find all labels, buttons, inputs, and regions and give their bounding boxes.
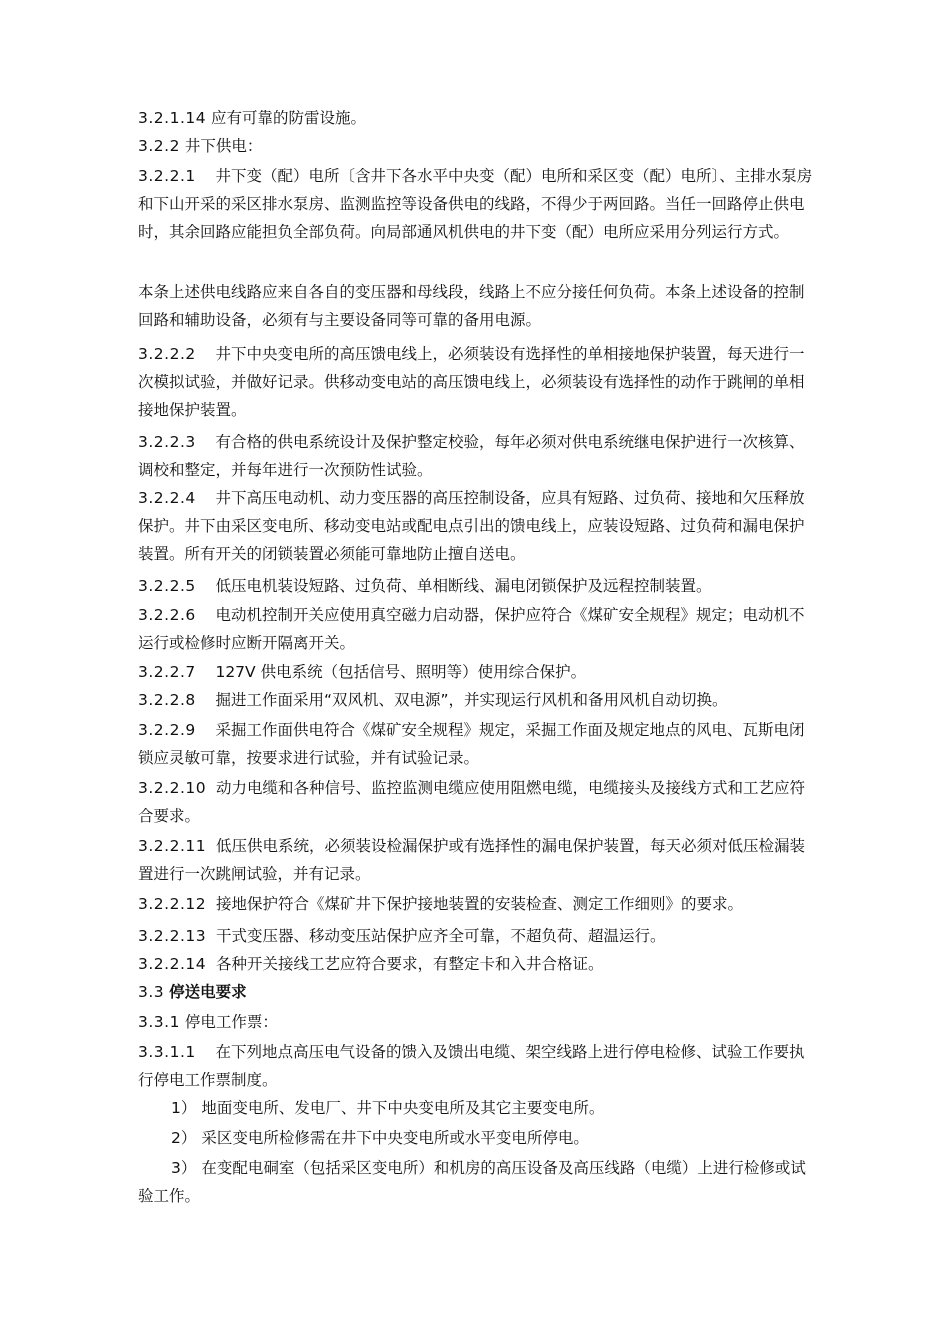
clause-text: 接地保护符合《煤矿井下保护接地装置的安装检查、测定工作细则》的要求。 [215, 895, 743, 913]
clause-number: 3.2.2.5 [138, 577, 196, 595]
clause-3-2-2-11 [138, 832, 818, 888]
clause-text: 有合格的供电系统设计及保护整定校验，每年必须对供电系统继电保护进行一次核算、调校和整定，并每年进行一次预防性试验。 [138, 433, 805, 479]
clause-text: 采掘工作面供电符合《煤矿安全规程》规定，采掘工作面及规定地点的风电、瓦斯电闭锁应灵敏可靠，按要求进行试验，并有试验记录。 [138, 721, 805, 767]
clause-number: 3.2.2.3 [138, 433, 196, 451]
clause-number: 3.2.2.6 [138, 606, 196, 624]
section-3-3-1 [138, 1008, 818, 1036]
section-title: 停送电要求 [169, 983, 247, 1001]
clause-3-2-2-13 [138, 922, 818, 950]
section-3-2-2 [138, 132, 818, 160]
section-3-3-heading [138, 978, 818, 1006]
clause-number: 3.3.1 [138, 1013, 180, 1031]
clause-3-2-1-14 [138, 104, 818, 132]
list-marker: 1） [171, 1099, 197, 1117]
clause-text: 停电工作票： [184, 1013, 278, 1031]
clause-text: 在下列地点高压电气设备的馈入及馈出电缆、架空线路上进行停电检修、试验工作要执行停电工作票制度。 [138, 1043, 805, 1089]
clause-number: 3.2.2.10 [138, 779, 207, 797]
list-item-text: 采区变电所检修需在井下中央变电所或水平变电所停电。 [201, 1129, 589, 1147]
clause-number: 3.2.2.2 [138, 345, 196, 363]
clause-3-2-2-4 [138, 484, 818, 568]
list-item-text: 地面变电所、发电厂、井下中央变电所及其它主要变电所。 [201, 1099, 605, 1117]
clause-text: 电动机控制开关应使用真空磁力启动器，保护应符合《煤矿安全规程》规定；电动机不运行或检修时应断开隔离开关。 [138, 606, 805, 652]
clause-3-2-2-5 [138, 572, 818, 600]
clause-3-2-2-7 [138, 658, 818, 686]
clause-number: 3.2.2.14 [138, 955, 207, 973]
clause-number: 3.3.1.1 [138, 1043, 196, 1061]
clause-text: 应有可靠的防雷设施。 [211, 109, 367, 127]
clause-number: 3.2.2.1 [138, 167, 196, 185]
clause-3-2-2-10 [138, 774, 818, 830]
clause-3-3-1-1 [138, 1038, 818, 1094]
clause-text: 井下高压电动机、动力变压器的高压控制设备，应具有短路、过负荷、接地和欠压释放保护。井下由采区变电所、移动变电站或配电点引出的馈电线上，应装设短路、过负荷和漏电保护装置。所有开关的闭锁装置必须能可靠地防止擅自送电。 [138, 489, 805, 563]
clause-number: 3.2.2.7 [138, 663, 196, 681]
clause-text: 掘进工作面采用“双风机、双电源”，并实现运行风机和备用风机自动切换。 [215, 691, 728, 709]
list-item-1 [138, 1094, 818, 1122]
clause-number: 3.2.2.12 [138, 895, 207, 913]
clause-number: 3.2.1.14 [138, 109, 207, 127]
clause-3-2-2-3 [138, 428, 818, 484]
clause-continuation [138, 278, 818, 334]
list-item-text: 在变配电硐室（包括采区变电所）和机房的高压设备及高压线路（电缆）上进行检修或试验工作。 [138, 1159, 806, 1205]
clause-number: 3.2.2.8 [138, 691, 196, 709]
list-item-2 [138, 1124, 818, 1152]
clause-text: 本条上述供电线路应来自各自的变压器和母线段，线路上不应分接任何负荷。本条上述设备的控制回路和辅助设备，必须有与主要设备同等可靠的备用电源。 [138, 283, 805, 329]
clause-text: 低压供电系统，必须装设检漏保护或有选择性的漏电保护装置，每天必须对低压检漏装置进行一次跳闸试验，并有记录。 [138, 837, 805, 883]
clause-number: 3.2.2.13 [138, 927, 207, 945]
clause-text: 井下变（配）电所〔含井下各水平中央变（配）电所和采区变（配）电所〕、主排水泵房和下山开采的采区排水泵房、监测监控等设备供电的线路，不得少于两回路。当任一回路停止供电时，其余回路应能担负全部负荷。向局部通风机供电的井下变（配）电所应采用分列运行方式。 [138, 167, 813, 241]
clause-3-2-2-6 [138, 601, 818, 657]
clause-3-2-2-9 [138, 716, 818, 772]
clause-text: 动力电缆和各种信号、监控监测电缆应使用阻燃电缆，电缆接头及接线方式和工艺应符合要求。 [138, 779, 805, 825]
list-marker: 2） [171, 1129, 197, 1147]
clause-number: 3.2.2.11 [138, 837, 207, 855]
clause-text: 各种开关接线工艺应符合要求，有整定卡和入井合格证。 [215, 955, 604, 973]
clause-number: 3.2.2.4 [138, 489, 196, 507]
clause-number: 3.2.2 [138, 137, 180, 155]
list-marker: 3） [171, 1159, 197, 1177]
clause-number: 3.3 [138, 983, 165, 1001]
clause-3-2-2-14 [138, 950, 818, 978]
clause-3-2-2-8 [138, 686, 818, 714]
clause-3-2-2-12 [138, 890, 818, 918]
clause-text: 低压电机装设短路、过负荷、单相断线、漏电闭锁保护及远程控制装置。 [215, 577, 712, 595]
list-item-3 [138, 1154, 818, 1210]
clause-text: 井下供电： [184, 137, 263, 155]
clause-text: 127V 供电系统（包括信号、照明等）使用综合保护。 [215, 663, 587, 681]
clause-3-2-2-2 [138, 340, 818, 424]
clause-text: 井下中央变电所的高压馈电线上，必须装设有选择性的单相接地保护装置，每天进行一次模拟试验，并做好记录。供移动变电站的高压馈电线上，必须装设有选择性的动作于跳闸的单相接地保护装置。 [138, 345, 805, 419]
clause-text: 干式变压器、移动变压站保护应齐全可靠，不超负荷、超温运行。 [215, 927, 666, 945]
clause-3-2-2-1 [138, 162, 818, 246]
clause-number: 3.2.2.9 [138, 721, 196, 739]
